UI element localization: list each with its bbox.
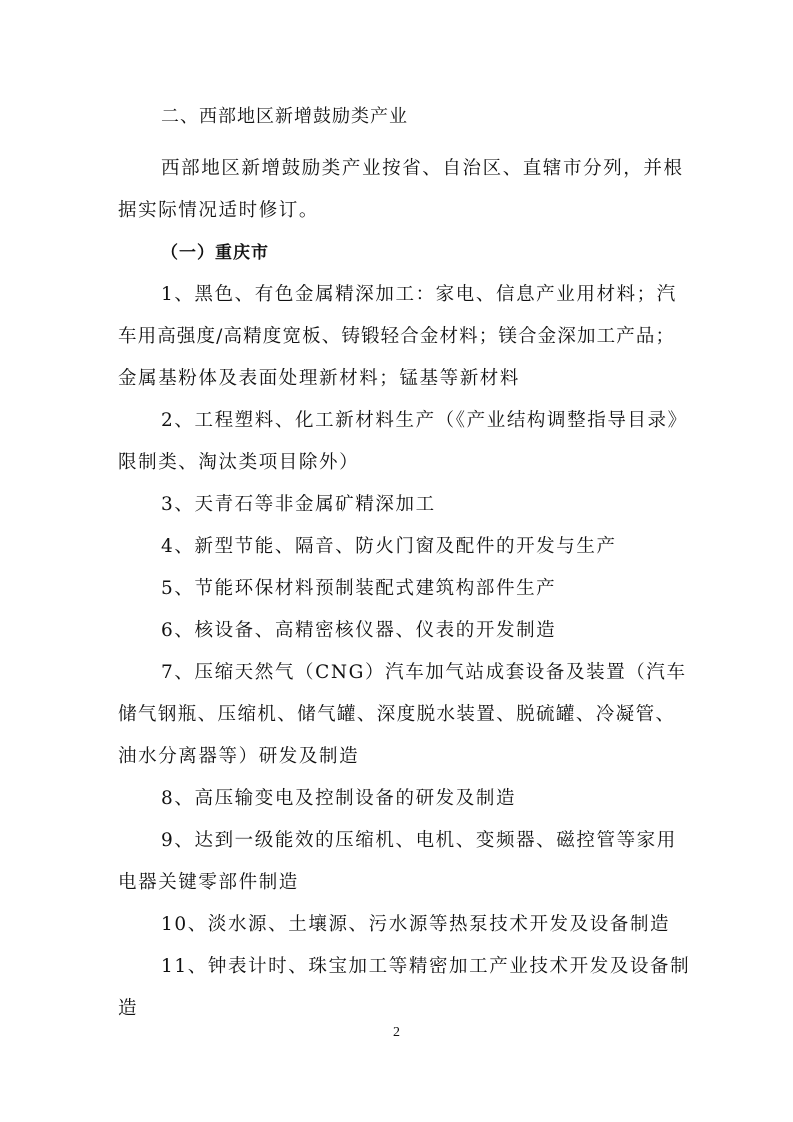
intro-line-1: 西部地区新增鼓励类产业按省、自治区、直辖市分列，并根: [161, 158, 684, 179]
subsection-heading: （一）重庆市: [161, 243, 269, 263]
section-heading: 二、西部地区新增鼓励类产业: [161, 106, 408, 127]
item-11-line-2: 造: [118, 998, 139, 1019]
item-3: 3、天青石等非金属矿精深加工: [161, 494, 436, 515]
item-5: 5、节能环保材料预制装配式建筑构部件生产: [161, 578, 557, 599]
item-9-line-2: 电器关键零部件制造: [118, 872, 299, 893]
intro-line-2: 据实际情况适时修订。: [118, 200, 320, 221]
item-11-line-1: 11、钟表计时、珠宝加工等精密加工产业技术开发及设备制: [161, 956, 691, 977]
item-7-line-1: 7、压缩天然气（CNG）汽车加气站成套设备及装置（汽车: [161, 662, 687, 683]
item-7-line-3: 油水分离器等）研发及制造: [118, 746, 360, 767]
item-1-line-1: 1、黑色、有色金属精深加工：家电、信息产业用材料；汽: [161, 284, 677, 305]
item-2-line-1: 2、工程塑料、化工新材料生产（《产业结构调整指导目录》: [161, 410, 688, 431]
item-9-line-1: 9、达到一级能效的压缩机、电机、变频器、磁控管等家用: [161, 830, 677, 851]
item-7-line-2: 储气钢瓶、压缩机、储气罐、深度脱水装置、脱硫罐、冷凝管、: [118, 704, 674, 725]
page-number: 2: [393, 1025, 400, 1040]
item-2-line-2: 限制类、淘汰类项目除外）: [118, 452, 360, 473]
item-1-line-2: 车用高强度/高精度宽板、铸锻轻合金材料；镁合金深加工产品；: [118, 326, 674, 347]
item-8: 8、高压输变电及控制设备的研发及制造: [161, 788, 517, 809]
item-4: 4、新型节能、隔音、防火门窗及配件的开发与生产: [161, 536, 617, 557]
item-10: 10、淡水源、土壤源、污水源等热泵技术开发及设备制造: [161, 914, 671, 935]
item-1-line-3: 金属基粉体及表面处理新材料；锰基等新材料: [118, 368, 521, 389]
item-6: 6、核设备、高精密核仪器、仪表的开发制造: [161, 620, 557, 641]
